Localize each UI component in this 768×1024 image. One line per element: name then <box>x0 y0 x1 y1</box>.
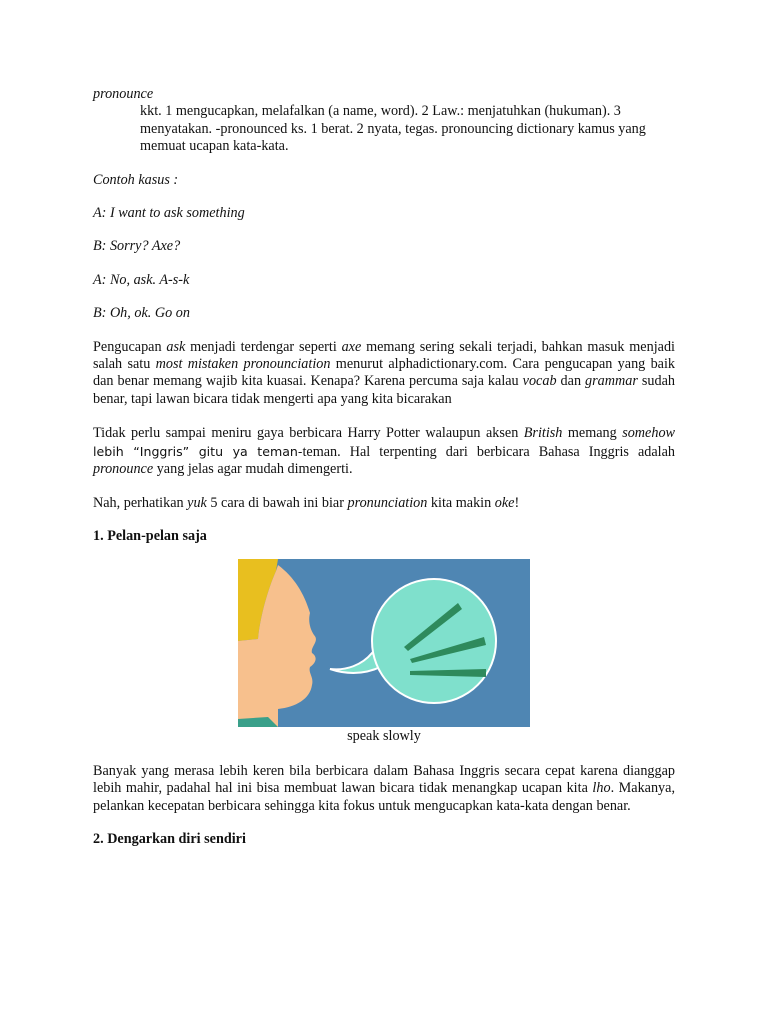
paragraph-intro-tips: Nah, perhatikan yuk 5 cara di bawah ini biar pronunciation kita makin oke! <box>93 494 520 511</box>
dictionary-term: pronounce <box>93 86 154 102</box>
section-heading: 1. Pelan-pelan saja <box>93 527 207 544</box>
dictionary-definition: kkt. 1 mengucapkan, melafalkan (a name, word). 2 Law.: menjatuhkan (hukuman). 3 menyatakan. -pronounced ks. 1 berat. 2 nyata, tegas. pronouncing dictionary kamus yang memuat ucapan kata-kata. <box>140 103 646 155</box>
speak-slowly-figure <box>238 559 530 745</box>
figure-caption: speak slowly <box>347 728 421 745</box>
speaking-person-illustration <box>238 559 530 727</box>
dialog-line: A: I want to ask something <box>93 205 245 222</box>
dialog-line: B: Sorry? Axe? <box>93 238 181 255</box>
paragraph-speak-slowly: Banyak yang merasa lebih keren bila berbicara dalam Bahasa Inggris secara cepat karena dianggap lebih mahir, padahal hal ini bisa membuat lawan bicara tidak menangkap ucapan kita lho. Makanya, pelankan kecepatan berbicara sehingga kita fokus untuk mengucapkan kata-kata dengan benar. <box>93 762 675 814</box>
paragraph-pronunciation-importance: Pengucapan ask menjadi terdengar seperti axe memang sering sekali terjadi, bahkan masuk menjadi salah satu most mistaken pronounciation menurut alphadictionary.com. Cara pengucapan yang baik dan benar memang wajib kita kuasai. Kenapa? Karena percuma saja kalau vocab dan grammar sudah benar, tapi lawan bicara tidak mengerti apa yang kita bicarakan <box>93 338 675 407</box>
example-heading: Contoh kasus : <box>93 171 179 188</box>
dialog-line: B: Oh, ok. Go on <box>93 305 190 322</box>
document-page <box>93 86 675 848</box>
section-heading: 2. Dengarkan diri sendiri <box>93 830 246 847</box>
dialog-line: A: No, ask. A-s-k <box>93 271 190 288</box>
paragraph-accent: Tidak perlu sampai meniru gaya berbicara Harry Potter walaupun aksen British memang somehow lebih “Inggris” gitu ya teman-teman. Hal terpenting dari berbicara Bahasa Inggris adalah pronounce yang jelas agar mudah dimengerti. <box>93 425 675 478</box>
